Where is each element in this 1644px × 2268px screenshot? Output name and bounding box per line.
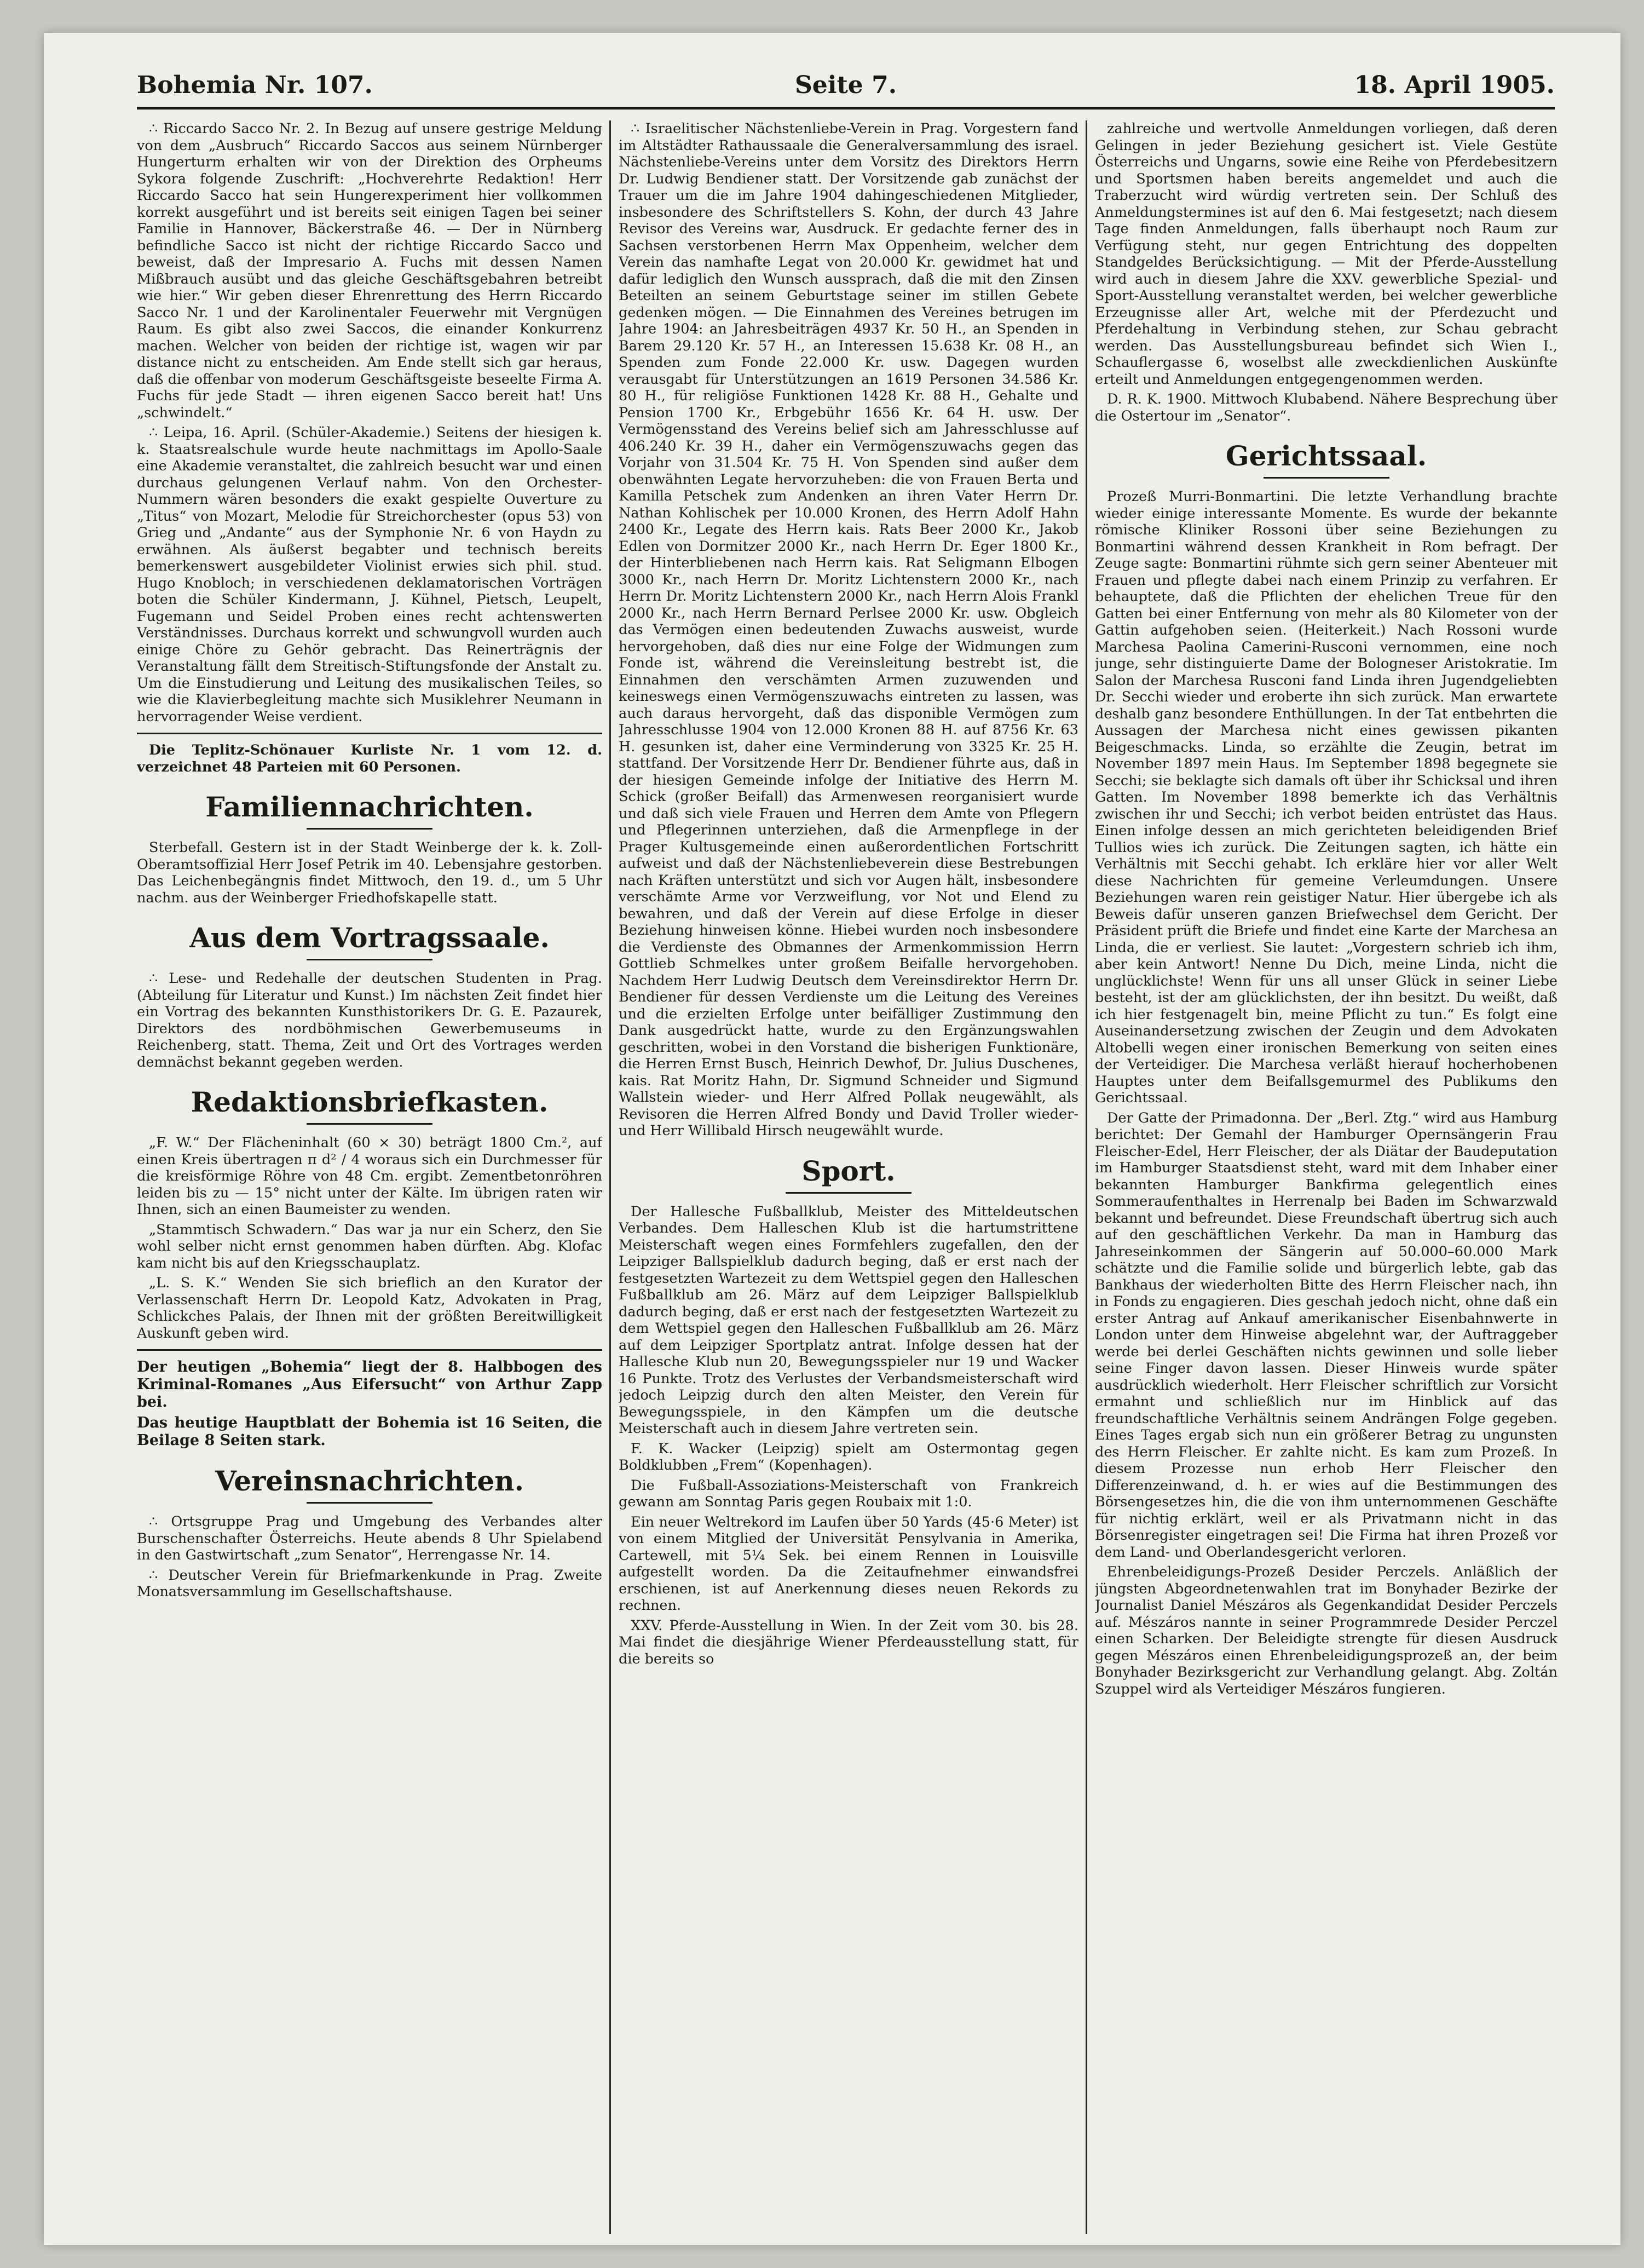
- article-hallesche-fussball: Der Hallesche Fußballklub, Meister des Mitteldeutschen Verbandes. Dem Halleschen Klub ist die hartumstrittene Meisterschaft wegen eines Formfehlers zugefallen, den der Leipziger Ballspielklub dadurch beging, daß er erst nach der festgesetzten Wartezeit zu dem Wettspiel gegen den Halleschen Fußballklub am 26. März auf dem Leipziger Ballspielklub dadurch beging, daß er erst nach der festgesetzten Wartezeit zu dem Wettspiel gegen den Halleschen Fußballklub am 26. März auf dem Leipziger Sportplatz antrat. Infolge dessen hat der Hallesche Klub nun 20, Bewegungsspieler nur 19 und Wacker 16 Punkte. Trotz des Verlustes der Verbandsmeisterschaft wird jedoch Leipzig durch den alten Meister, den Verein für Bewegungsspiele, in den Kämpfen um die deutsche Meisterschaft auch in diesem Jahre vertreten sein.: [619, 1203, 1078, 1437]
- column-2: [619, 120, 1078, 2245]
- section-heading-redaktionsbriefkasten: Redaktionsbriefkasten.: [137, 1085, 602, 1125]
- header-rule: [137, 107, 1555, 110]
- column-divider-1: [609, 120, 611, 2234]
- article-frankreich: Die Fußball-Assoziations-Meisterschaft von Frankreich gewann am Sonntag Paris gegen Roubaix mit 1:0.: [619, 1477, 1078, 1510]
- article-ortsgruppe: ∴ Ortsgruppe Prag und Umgebung des Verbandes alter Burschenschafter Österreichs. Heute abends 8 Uhr Spielabend in den Gastwirtschaft „zum Senator“, Herrengasse Nr. 14.: [137, 1513, 602, 1563]
- page-header: [137, 71, 1555, 110]
- page-number: Seite 7.: [794, 71, 897, 99]
- section-heading-familiennachrichten: Familiennachrichten.: [137, 790, 602, 830]
- newspaper-page: [44, 33, 1620, 2245]
- article-lesehalle: ∴ Lese- und Redehalle der deutschen Studenten in Prag. (Abteilung für Literatur und Kunst.) Im nächsten Zeit findet hier ein Vortrag des bekannten Kunsthistorikers Dr. G. E. Pazaurek, Direktors des nordböhmischen Gewerbemuseums in Reichenberg, statt. Thema, Zeit und Ort des Vortrages werden demnächst bekannt gegeben werden.: [137, 970, 602, 1070]
- article-naechstenliebe: ∴ Israelitischer Nächstenliebe-Verein in Prag. Vorgestern fand im Altstädter Rathaussaale die Generalversammlung des israel. Nächstenliebe-Vereins unter dem Vorsitz des Direktors Herrn Dr. Ludwig Bendiener statt. Der Vorsitzende gab zunächst der Trauer um die im Jahre 1904 dahingeschiedenen Mitglieder, insbesondere des Schriftstellers S. Kohn, der durch 43 Jahre Revisor des Vereins war, Ausdruck. Er gedachte ferner des in Sachsen verstorbenen Herrn Max Oppenheim, welcher dem Verein das namhafte Legat von 20.000 Kr. gewidmet hat und dafür lediglich den Wunsch aussprach, daß die mit den Zinsen Beteilten an seinem Geburtstage seiner im stillen Gebete gedenken mögen. — Die Einnahmen des Vereines betrugen im Jahre 1904: an Jahresbeiträgen 4937 Kr. 50 H., an Spenden in Barem 29.120 Kr. 57 H., an Interessen 15.638 Kr. 08 H., an Spenden zum Fonde 22.000 Kr. usw. Dagegen wurden verausgabt für Unterstützungen an 1619 Personen 34.586 Kr. 80 H., für religiöse Funktionen 1428 Kr. 88 H., Gehalte und Pension 1700 Kr., Erbgebühr 1656 Kr. 64 H. usw. Der Vermögensstand des Vereins belief sich am Jahresschlusse auf 406.240 Kr. 39 H., daher ein Vermögenszuwachs gegen das Vorjahr von 31.504 Kr. 75 H. Von Spenden sind außer dem obenwähnten Legate hervorzuheben: die von Frauen Berta und Kamilla Petschek zum Andenken an ihren Vater Herrn Dr. Nathan Kohlischek per 10.000 Kronen, des Herrn Adolf Hahn 2400 Kr., Legate des Herrn kais. Rats Beer 2000 Kr., Jakob Edlen von Dormitzer 2000 Kr., nach Herrn Dr. Eger 1800 Kr., der Hinterbliebenen nach Herrn kais. Rat Seligmann Elbogen 3000 Kr., nach Herrn Dr. Moritz Lichtenstern 2000 Kr., nach Herrn Dr. Moritz Lichtenstern 2000 Kr., nach Herrn Alois Frankl 2000 Kr., nach Herrn Bernard Perlsee 2000 Kr. usw. Obgleich das Vermögen einen bedeutenden Zuwachs ausweist, wurde hervorgehoben, daß dies nur eine Folge der Widmungen zum Fonde ist, während die Vereinsleitung bestrebt ist, die Einnahmen den verschämten Armen zuzuwenden und keineswegs einen Vermögenszuwachs eintreten zu lassen, was auch daraus hervorgeht, daß das disponible Vermögen zum Jahresschlusse 1904 von 12.000 Kronen 88 H. auf 8756 Kr. 63 H. gesunken ist, daher eine Verminderung von 3325 Kr. 25 H. stattfand. Der Vorsitzende Herr Dr. Bendiener führte aus, daß in der hiesigen Gemeinde infolge der Initiative des Herrn M. Schick (großer Beifall) das Armenwesen reorganisiert wurde und daß sich viele Frauen und Herren dem Amte von Pflegern und Pflegerinnen unterziehen, daß die Armenpflege in der Prager Kultusgemeinde einen außerordentlichen Fortschritt aufweist und daß der Nächstenliebeverein diese Bestrebungen nach Kräften unterstützt und sich vor Augen hält, insbesondere verschämte Arme vor Verzweiflung, vor Not und Elend zu bewahren, und daß der Verein auf diese Erfolge in dieser Beziehung hinweisen könne. Hiebei wurden noch insbesondere die Verdienste des Obmannes der Armenkommission Herrn Gottlieb Schmelkes unter großem Beifalle hervorgehoben. Nachdem Herr Ludwig Deutsch dem Vereinsdirektor Herrn Dr. Bendiener für dessen Verdienste um die Leitung des Vereines und die erzielten Erfolge unter beifälliger Zustimmung den Dank ausgedrückt hatte, wurde zu den Ergänzungswahlen geschritten, wobei in den Vorstand die bisherigen Funktionäre, die Herren Ernst Busch, Heinrich Dewhof, Dr. Julius Duschenes, kais. Rat Moritz Hahn, Dr. Sigmund Schneider und Sigmund Wallstein wieder- und Herr Alfred Pollak neugewählt, als Revisoren die Herren Alfred Bondy und David Troller wieder- und Herr Willibald Hirsch neugewählt wurde.: [619, 120, 1078, 1139]
- column-divider-2: [1086, 120, 1087, 2234]
- masthead-issue: Bohemia Nr. 107.: [137, 71, 373, 99]
- letter-lsk: „L. S. K.“ Wenden Sie sich brieflich an den Kurator der Verlassenschaft Herrn Dr. Leopold Katz, Advokaten in Prag, Schlickches Palais, der Ihnen mit der größten Bereitwilligkeit Auskunft geben wird.: [137, 1275, 602, 1342]
- notice-pages: Das heutige Hauptblatt der Bohemia ist 16 Seiten, die Beilage 8 Seiten stark.: [137, 1414, 602, 1449]
- section-heading-vereinsnachrichten: Vereinsnachrichten.: [137, 1464, 602, 1504]
- article-perczel: Ehrenbeleidigungs-Prozeß Desider Perczels. Anläßlich der jüngsten Abgeordnetenwahlen trat im Bonyhader Bezirke der Journalist Daniel Mészáros als Gegenkandidat Desider Perczels auf. Mészáros nannte in seiner Programmrede Desider Perczel einen Scharken. Der Beleidigte strengte für diesen Ausdruck gegen Mészáros einen Ehrenbeleidigungsprozeß an, der beim Bonyhader Bezirksgericht zur Verhandlung gelangt. Abg. Zoltán Szuppel wird als Verteidiger Mészáros fungieren.: [1095, 1564, 1558, 1697]
- issue-date: 18. April 1905.: [1354, 71, 1555, 99]
- article-sacco: ∴ Riccardo Sacco Nr. 2. In Bezug auf unsere gestrige Meldung von dem „Ausbruch“ Riccardo Saccos aus seinem Nürnberger Hungerturm erhalten wir von der Direktion des Orpheums Sykora folgende Zuschrift: „Hochverehrte Redaktion! Herr Riccardo Sacco hat sein Hungerexperiment hier vollkommen korrekt ausgeführt und ist bereits seit einigen Tagen bei seiner Familie in Hannover, Bäckerstraße 46. — Der in Nürnberg befindliche Sacco ist nicht der richtige Riccardo Sacco und beweist, daß der Impresario A. Fuchs mit dessen Namen Mißbrauch ausübt und das gleiche Geschäftsgebahren betreibt wie hier.“ Wir geben dieser Ehrenrettung des Herrn Riccardo Sacco Nr. 1 und der Karolinentaler Feuerwehr mit Vergnügen Raum. Es gibt also zwei Saccos, die einander Konkurrenz machen. Welcher von beiden der richtige ist, wagen wir par distance nicht zu entscheiden. Am Ende stellt sich gar heraus, daß die offenbar von moderum Geschäftsgeiste beseelte Firma A. Fuchs für jede Stadt — ihren eigenen Sacco bereit hat! Uns „schwindelt.“: [137, 120, 602, 421]
- article-pferdeausstellung: XXV. Pferde-Ausstellung in Wien. In der Zeit vom 30. bis 28. Mai findet die diesjährige Wiener Pferdeausstellung statt, für die bereits so: [619, 1617, 1078, 1667]
- section-heading-vortragssaale: Aus dem Vortragssaale.: [137, 920, 602, 960]
- article-kurliste: Die Teplitz-Schönauer Kurliste Nr. 1 vom 12. d. verzeichnet 48 Parteien mit 60 Personen.: [137, 742, 602, 775]
- article-leipa: ∴ Leipa, 16. April. (Schüler-Akademie.) Seitens der hiesigen k. k. Staatsrealschule wurde heute nachmittags im Apollo-Saale eine Akademie veranstaltet, die zahlreich besucht war und einen durchaus gelungenen Verlauf nahm. Von den Orchester-Nummern wären besonders die exakt gespielte Ouverture zu „Titus“ von Mozart, Melodie für Streichorchester (opus 53) von Grieg und „Andante“ aus der Symphonie Nr. 6 von Haydn zu erwähnen. Als äußerst begabter und technisch bereits bemerkenswert ausgebildeter Violinist erwies sich phil. stud. Hugo Knobloch; in verschiedenen deklamatorischen Vorträgen boten die Schüler Kindermann, J. Kühnel, Pietsch, Leupelt, Fugemann und Seidel Proben eines recht achtenswerten Verständnisses. Durchaus korrekt und schwungvoll wurden auch einige Chöre zu Gehör gebracht. Das Reinerträgnis der Veranstaltung fällt dem Streitisch-Stiftungsfonde der Anstalt zu. Um die Einstudierung und Leitung des musikalischen Teiles, so wie die Klavierbegleitung machte sich Musiklehrer Neumann in hervorragender Weise verdient.: [137, 424, 602, 725]
- article-weltrekord: Ein neuer Weltrekord im Laufen über 50 Yards (45·6 Meter) ist von einem Mitglied der Universität Pensylvania in Amerika, Cartewell, mit 5¼ Sek. bei einem Rennen in Louisville aufgestellt worden. Da die Zeitaufnehmer einwandsfrei erschienen, ist auf Anerkennung dieses neuen Rekords zu rechnen.: [619, 1513, 1078, 1614]
- article-murri-bonmartini: Prozeß Murri-Bonmartini. Die letzte Verhandlung brachte wieder einige interessante Momente. Es wurde der bekannte römische Kliniker Rossoni über seine Beziehungen zu Bonmartini während dessen Krankheit in Rom befragt. Der Zeuge sagte: Bonmartini rühmte sich gern seiner Abenteuer mit Frauen und pflegte dabei nach einem Prinzip zu verfahren. Er behauptete, daß die Pflichten der ehelichen Treue für den Gatten bei einer Entfernung von mehr als 80 Kilometer von der Gattin aufgehoben seien. (Heiterkeit.) Nach Rossoni wurde Marchesa Paolina Camerini-Rusconi vernommen, eine noch junge, sehr distinguierte Dame der Bologneser Aristokratie. Im Salon der Marchesa Rusconi fand Linda ihren Jugendgeliebten Dr. Secchi wieder und eroberte ihn sich zurück. Man erwartete deshalb ganz besondere Enthüllungen. In der Tat entbehrten die Aussagen der Marchesa nicht eines gewissen pikanten Beigeschmacks. Linda, so erzählte die Zeugin, betrat im November 1897 mein Haus. Im September 1898 begegnete sie Secchi; sie beklagte sich damals oft über ihr Schicksal und ihren Gatten. Im November 1898 bemerkte ich das Verhältnis zwischen ihr und Secchi; ich verbot beiden entrüstet das Haus. Einen infolge dessen an mich gerichteten beleidigenden Brief Tullios wies ich zurück. Die Zeitungen sagten, ich hätte ein Verhältnis mit Secchi gehabt. Ich erkläre hier vor aller Welt diese Nachrichten für gemeine Verleumdungen. Unsere Beziehungen waren rein geistiger Natur. Hier übergebe ich als Beweis dafür unseren ganzen Briefwechsel dem Gericht. Der Präsident prüft die Briefe und findet eine Karte der Marchesa an Linda, die er verliest. Sie lautet: „Vorgestern schrieb ich ihm, aber kein Antwort! Nenne Du Dich, meine Linda, nicht die unglücklichste! Wenn für uns all unser Glück in seiner Liebe besteht, ist der am glücklichsten, der ihn besitzt. Du weißt, daß ich hier festgenagelt bin, meine Pflicht zu tun.“ Es folgt eine Auseinandersetzung zwischen der Zeugin und dem Advokaten Altobelli wegen einer ironischen Bemerkung von seiten eines der Verteidiger. Die Marchesa verläßt hierauf hocherhobenen Hauptes unter dem Beifallsgemurmel des Publikums den Gerichtssaal.: [1095, 488, 1558, 1106]
- column-1: [137, 120, 602, 2245]
- article-primadonna: Der Gatte der Primadonna. Der „Berl. Ztg.“ wird aus Hamburg berichtet: Der Gemahl der Hamburger Opernsängerin Frau Fleischer-Edel, Herr Fleischer, der als Diätar der Baudeputation im Hamburger Staatsdienst steht, ward mit dem Inhaber einer bekannten Hamburger Bankfirma gelegentlich eines Sommeraufenthaltes in Herrenalp bei Baden im Schwarzwald bekannt und befreundet. Diese Freundschaft übertrug sich auch auf den geschäftlichen Verkehr. Da man in Hamburg das Jahreseinkommen der Sängerin auf 50.000–60.000 Mark schätzte und die Familie solide und bürgerlich lebte, gab das Bankhaus der wiederholten Bitte des Herrn Fleischer nach, ihn in Fonds zu engagieren. Dies geschah jedoch nicht, ohne daß ein erster Antrag auf Ankauf amerikanischer Eisenbahnwerte in London unter dem Hinweise abgelehnt war, der Auftraggeber werde bei derlei Geschäften nichts gewinnen und solle lieber seine Finger davon lassen. Dieser Hinweis wurde später ausdrücklich wiederholt. Herr Fleischer schriftlich zur Vorsicht ermahnt und schließlich nur im Hinblick auf das freundschaftliche Verhältnis seinem Andrängen Folge gegeben. Eines Tages ergab sich nun ein größerer Betrag zu ungunsten des Herrn Fleischer. Er zahlte nicht. Es kam zum Prozeß. In diesem Prozesse nun erhob Herr Fleischer den Differenzeinwand, d. h. er wies auf die Bestimmungen des Börsengesetzes hin, die die von ihm unternommenen Geschäfte für nichtig erklärt, weil er als Privatmann nicht in das Börsenregister eingetragen sei! Die Firma hat ihren Prozeß vor dem Land- und Oberlandesgericht verloren.: [1095, 1109, 1558, 1561]
- letter-fw: „F. W.“ Der Flächeninhalt (60 × 30) beträgt 1800 Cm.², auf einen Kreis übertragen π d² / 4 woraus sich ein Durchmesser für die kreisförmige Röhre von 48 Cm. ergibt. Zementbetonröhren leiden bis zu — 15° nicht unter der Kälte. Im übrigen raten wir Ihnen, sich an einen Baumeister zu wenden.: [137, 1135, 602, 1218]
- separator: [137, 733, 602, 734]
- notice-roman: Der heutigen „Bohemia“ liegt der 8. Halbbogen des Kriminal-Romanes „Aus Eifersucht“ von Arthur Zapp bei.: [137, 1359, 602, 1411]
- separator: [137, 1349, 602, 1351]
- section-heading-gerichtssaal: Gerichtssaal.: [1095, 439, 1558, 479]
- section-heading-sport: Sport.: [619, 1154, 1078, 1194]
- article-pferdeausstellung-cont: zahlreiche und wertvolle Anmeldungen vorliegen, daß deren Gelingen in jeder Beziehung gesichert ist. Viele Gestüte Österreichs und Ungarns, sowie eine Reihe von Pferdebesitzern und Sportsmen haben bereits angemeldet und auch die Traberzucht wird würdig vertreten sein. Der Schluß des Anmeldungstermines ist auf den 6. Mai festgesetzt; nach diesem Tage finden Anmeldungen, falls überhaupt noch Raum zur Verfügung steht, nur gegen Entrichtung des doppelten Standgeldes Berücksichtigung. — Mit der Pferde-Ausstellung wird auch in diesem Jahre die XXV. gewerbliche Spezial- und Sport-Ausstellung veranstaltet werden, bei welcher gewerbliche Erzeugnisse aller Art, welche mit der Pferdezucht und Pferdehaltung in Verbindung stehen, zur Schau gebracht werden. Das Ausstellungsbureau befindet sich Wien I., Schauflergasse 6, woselbst alle zweckdienlichen Auskünfte erteilt und Anmeldungen entgegengenommen werden.: [1095, 120, 1558, 388]
- article-sterbefall: Sterbefall. Gestern ist in der Stadt Weinberge der k. k. Zoll-Oberamtsoffizial Herr Josef Petrik im 40. Lebensjahre gestorben. Das Leichenbegängnis findet Mittwoch, den 19. d., um 5 Uhr nachm. aus der Weinberger Friedhofskapelle statt.: [137, 839, 602, 906]
- column-3: [1095, 120, 1558, 2245]
- article-wacker: F. K. Wacker (Leipzig) spielt am Ostermontag gegen Boldklubben „Frem“ (Kopenhagen).: [619, 1440, 1078, 1473]
- article-briefmarken: ∴ Deutscher Verein für Briefmarkenkunde in Prag. Zweite Monatsversammlung im Gesellschaftshause.: [137, 1567, 602, 1600]
- letter-stammtisch: „Stammtisch Schwadern.“ Das war ja nur ein Scherz, den Sie wohl selber nicht ernst genommen haben dürften. Abg. Klofac kam nicht bis auf den Kriegsschauplatz.: [137, 1221, 602, 1271]
- article-drk: D. R. K. 1900. Mittwoch Klubabend. Nähere Besprechung über die Ostertour im „Senator“.: [1095, 391, 1558, 424]
